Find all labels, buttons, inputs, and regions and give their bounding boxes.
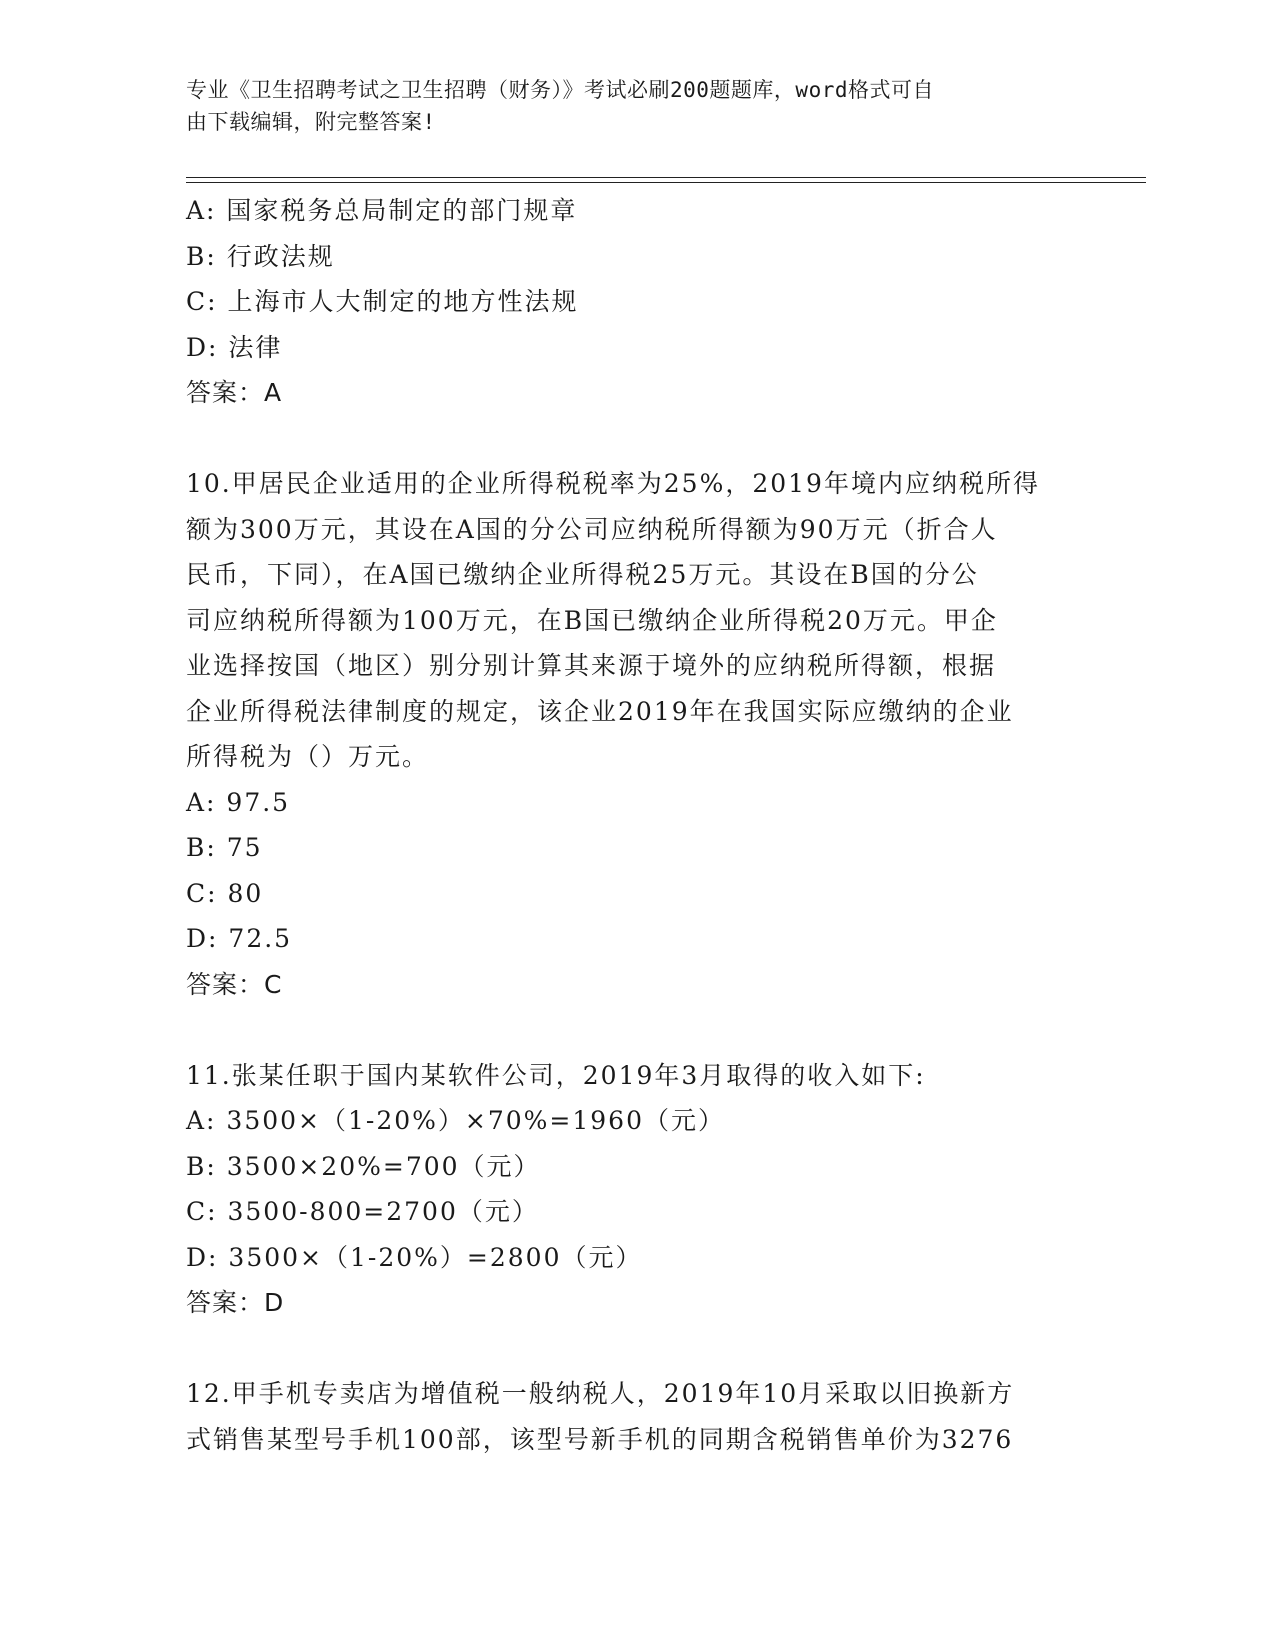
option-b: B: 75 bbox=[186, 833, 263, 862]
spacer bbox=[186, 1007, 1076, 1053]
question-text bbox=[186, 461, 1076, 780]
answer: 答案：D bbox=[186, 1288, 285, 1317]
question-9 bbox=[186, 188, 1076, 416]
question-line: 企业所得税法律制度的规定，该企业2019年在我国实际应缴纳的企业 bbox=[186, 696, 1014, 726]
question-line: 司应纳税所得额为100万元，在B国已缴纳企业所得税20万元。甲企 bbox=[186, 605, 998, 635]
spacer bbox=[186, 1326, 1076, 1372]
header-rule-bottom bbox=[186, 182, 1146, 183]
option-c: C: 3500-800=2700（元） bbox=[186, 1197, 539, 1226]
option-d: D: 法律 bbox=[186, 332, 283, 362]
option-d: D: 3500×（1-20%）=2800（元） bbox=[186, 1242, 643, 1272]
option-b: B: 行政法规 bbox=[186, 241, 335, 271]
option-c: C: 80 bbox=[186, 878, 264, 908]
option-a: A: 国家税务总局制定的部门规章 bbox=[186, 196, 578, 225]
header-line-2: 由下载编辑，附完整答案! bbox=[186, 110, 436, 134]
question-text bbox=[186, 1053, 1076, 1099]
question-line: 所得税为（）万元。 bbox=[186, 742, 430, 771]
answer: 答案：A bbox=[186, 378, 283, 407]
document-body bbox=[186, 188, 1076, 1462]
question-line: 11.张某任职于国内某软件公司，2019年3月取得的收入如下: bbox=[186, 1060, 926, 1090]
spacer bbox=[186, 416, 1076, 462]
question-10 bbox=[186, 461, 1076, 1007]
question-line: 10.甲居民企业适用的企业所得税税率为25%，2019年境内应纳税所得 bbox=[186, 469, 1040, 498]
question-line: 12.甲手机专卖店为增值税一般纳税人，2019年10月采取以旧换新方 bbox=[186, 1379, 1015, 1408]
question-line: 业选择按国（地区）别分别计算其来源于境外的应纳税所得额，根据 bbox=[186, 651, 997, 680]
option-a: A: 3500×（1-20%）×70%=1960（元） bbox=[186, 1106, 725, 1135]
document-header bbox=[186, 74, 1066, 138]
header-rule-top bbox=[186, 177, 1146, 178]
question-line: 式销售某型号手机100部，该型号新手机的同期含税销售单价为3276 bbox=[186, 1424, 1014, 1454]
header-line-1: 专业《卫生招聘考试之卫生招聘（财务）》考试必刷200题题库，word格式可自 bbox=[186, 78, 934, 102]
option-d: D: 72.5 bbox=[186, 924, 293, 953]
option-c: C: 上海市人大制定的地方性法规 bbox=[186, 287, 579, 316]
answer: 答案：C bbox=[186, 969, 283, 999]
question-line: 民币，下同），在A国已缴纳企业所得税25万元。其设在B国的分公 bbox=[186, 560, 979, 589]
question-12 bbox=[186, 1371, 1076, 1462]
question-line: 额为300万元，其设在A国的分公司应纳税所得额为90万元（折合人 bbox=[186, 514, 998, 544]
question-text bbox=[186, 1371, 1076, 1462]
option-b: B: 3500×20%=700（元） bbox=[186, 1151, 541, 1181]
option-a: A: 97.5 bbox=[186, 787, 291, 817]
question-11 bbox=[186, 1053, 1076, 1326]
